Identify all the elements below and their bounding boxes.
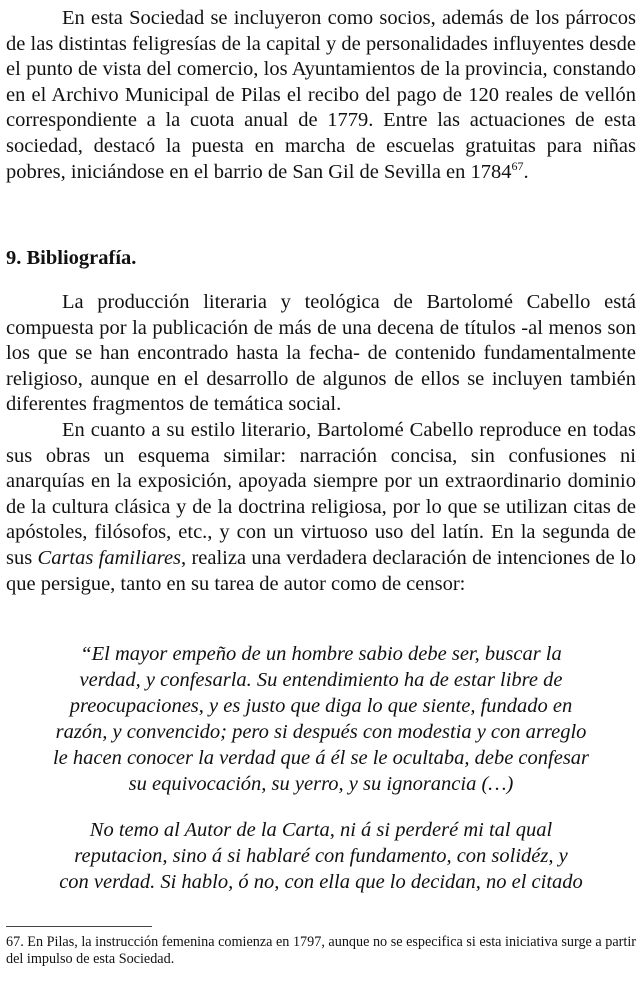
footnote-divider bbox=[6, 926, 152, 927]
paragraph-sociedad-end: . bbox=[523, 160, 529, 183]
quote-line: le hacen conocer la verdad que á él se le ocultaba, debe confesar bbox=[52, 747, 590, 769]
quote-line: reputacion, sino á si hablaré con fundamento, con solidéz, y bbox=[74, 845, 568, 867]
quote-line: “El mayor empeño de un hombre sabio debe ser, buscar la bbox=[80, 643, 562, 665]
quote-block-1 bbox=[6, 641, 636, 797]
paragraph-estilo-text: En cuanto a su estilo literario, Bartolomé Cabello reproduce en todas sus obras un esquema similar: narración concisa, sin confusiones ni anarquías en la exposición, apoyada siempre por un extraordinario dominio de la cultura clásica y de la doctrina religiosa, por lo que se utilizan citas de apóstoles, filósofos, etc., y con un virtuoso uso del latín. En la segunda de sus bbox=[6, 419, 636, 569]
quote-line: No temo al Autor de la Carta, ni á si perderé mi tal qual bbox=[89, 819, 553, 841]
book-title-cartas-familiares: Cartas familiares bbox=[37, 546, 182, 569]
paragraph-sociedad bbox=[6, 6, 636, 185]
footnote-67: 67. En Pilas, la instrucción femenina comienza en 1797, aunque no se especifica si esta iniciativa surge a partir del impulso de esta Sociedad. bbox=[6, 934, 636, 967]
footnote-ref-67[interactable]: 67 bbox=[511, 158, 524, 173]
paragraph-estilo-literario bbox=[6, 418, 636, 597]
quote-line: razón, y convencido; pero si después con modestia y con arreglo bbox=[55, 721, 587, 743]
quote-block-2 bbox=[6, 817, 636, 895]
quote-line: con verdad. Si hablo, ó no, con ella que lo decidan, no el citado bbox=[59, 871, 583, 893]
quote-line: verdad, y confesarla. Su entendimiento ha de estar libre de bbox=[79, 669, 563, 691]
quote-line: preocupaciones, y es justo que diga lo que siente, fundado en bbox=[69, 695, 573, 717]
paragraph-sociedad-text: En esta Sociedad se incluyeron como socios, además de los párrocos de las distintas feligresías de la capital y de personalidades influyentes desde el punto de vista del comercio, los Ayuntamientos de la provincia, constando en el Archivo Municipal de Pilas el recibo del pago de 120 reales de vellón correspondiente a la cuota anual de 1779. Entre las actuaciones de esta sociedad, destacó la puesta en marcha de escuelas gratuitas para niñas pobres, iniciándose en el barrio de San Gil de Sevilla en 1784 bbox=[6, 7, 636, 183]
paragraph-estilo-text-end: , realiza una verdadera declaración de intenciones de lo que persigue, tanto en su tarea de autor como de censor: bbox=[6, 546, 636, 595]
paragraph-produccion-literaria: La producción literaria y teológica de Bartolomé Cabello está compuesta por la publicación de más de una decena de títulos -al menos son los que se han encontrado hasta la fecha- de contenido fundamentalmente religioso, aunque en el desarrollo de algunos de ellos se incluyen también diferentes fragmentos de temática social. bbox=[6, 291, 636, 416]
quote-line: su equivocación, su yerro, y su ignorancia (…) bbox=[128, 773, 514, 795]
section-heading-bibliografia: 9. Bibliografía. bbox=[6, 247, 137, 269]
